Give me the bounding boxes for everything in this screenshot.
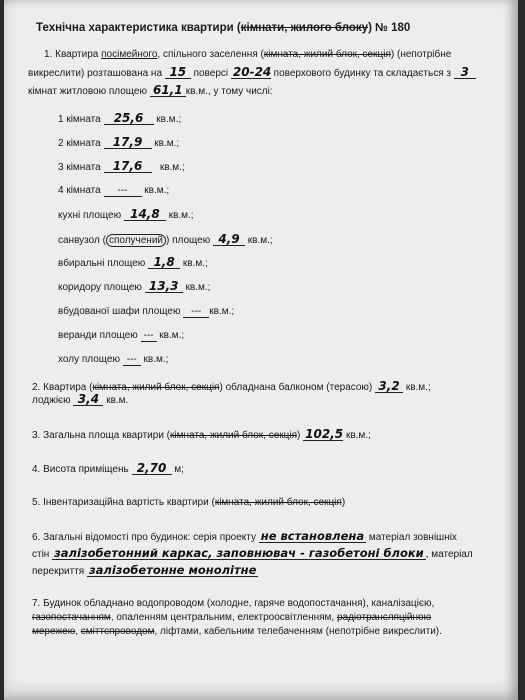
section-5: 5. Інвентаризаційна вартість квартири (кімната, жилий блок, секція): [32, 497, 346, 508]
walls-material-value: залізобетонний каркас, заповнювач - газобетоні блоки: [54, 546, 424, 560]
section-1-line-2: викреслити) розташована на 15 поверсі 20-24 поверхового будинку та складається з 3: [28, 66, 476, 80]
floors-material-value: залізобетонне монолітне: [88, 563, 257, 577]
room-row: холу площею --- кв.м.;: [58, 354, 169, 365]
balcony-value: 3,2: [375, 380, 403, 393]
floor-value: 15: [165, 66, 191, 79]
room-row: веранди площею --- кв.м.;: [58, 330, 185, 341]
room-row: 2 кімната 17,9 кв.м.;: [58, 135, 180, 149]
floors-value: 20-24: [232, 65, 272, 79]
room-row: вбудованої шафи площею --- кв.м.;: [58, 306, 235, 317]
section-4: 4. Висота приміщень 2,70 м;: [32, 461, 184, 475]
project-series-value: не встановлена: [260, 529, 365, 543]
section-6-line-2: стін залізобетонний каркас, заповнювач - газобетоні блоки , матеріал: [32, 546, 473, 560]
room-row: 3 кімната 17,6 кв.м.;: [58, 159, 185, 173]
room-row: вбиральні площею 1,8 кв.м.;: [58, 255, 208, 269]
height-value: 2,70: [132, 462, 172, 475]
room-row: кухні площею 14,8 кв.м.;: [58, 207, 194, 221]
section-6-line-3: перекриття залізобетонне монолітне: [32, 563, 257, 577]
total-area-value: 102,5: [305, 427, 344, 441]
rooms-value: 3: [454, 66, 476, 79]
document-page: [4, 0, 518, 700]
section-1-line-3: кімнат житловою площею 61,1 кв.м., у тому числі:: [28, 83, 273, 97]
loggia-value: 3,4: [73, 393, 103, 406]
section-1-line-1: 1. Квартира посімейного, спільного заселення (кімната, жилий блок, секція) (непотрібне: [44, 49, 452, 60]
living-area-value: 61,1: [150, 84, 186, 97]
room-row: 4 кімната --- кв.м.;: [58, 185, 170, 196]
room-row: санвузол ( сполучений ) площею 4,9 кв.м.;: [58, 232, 273, 246]
room-row: коридору площею 13,3 кв.м.;: [58, 279, 211, 293]
section-6-line-1: 6. Загальні відомості про будинок: серія проекту не встановлена матеріал зовнішніх: [32, 529, 457, 543]
section-7-line-1: 7. Будинок обладнано водопроводом (холодне, гаряче водопостачання), каналізацією,: [32, 598, 435, 609]
document-title: Технічна характеристика квартири (кімнати, жилого блоку) № 180: [36, 22, 411, 34]
room-row: 1 кімната 25,6 кв.м.;: [58, 111, 182, 125]
section-7-line-2: газопостачанням, опаленням центральним, електроосвітленням, радіотрансляційною: [32, 612, 432, 623]
section-2-line-2: лоджією 3,4 кв.м.: [32, 392, 129, 406]
section-7-line-3: мережею, сміттєпроводом, ліфтами, кабельним телебаченням (непотрібне викреслити).: [32, 626, 442, 637]
section-3: 3. Загальна площа квартири (кімната, жилий блок, секція) 102,5 кв.м.;: [32, 427, 371, 441]
section-2-line-1: 2. Квартира (кімната, жилий блок, секція) обладнана балконом (терасою) 3,2 кв.м.;: [32, 379, 431, 393]
